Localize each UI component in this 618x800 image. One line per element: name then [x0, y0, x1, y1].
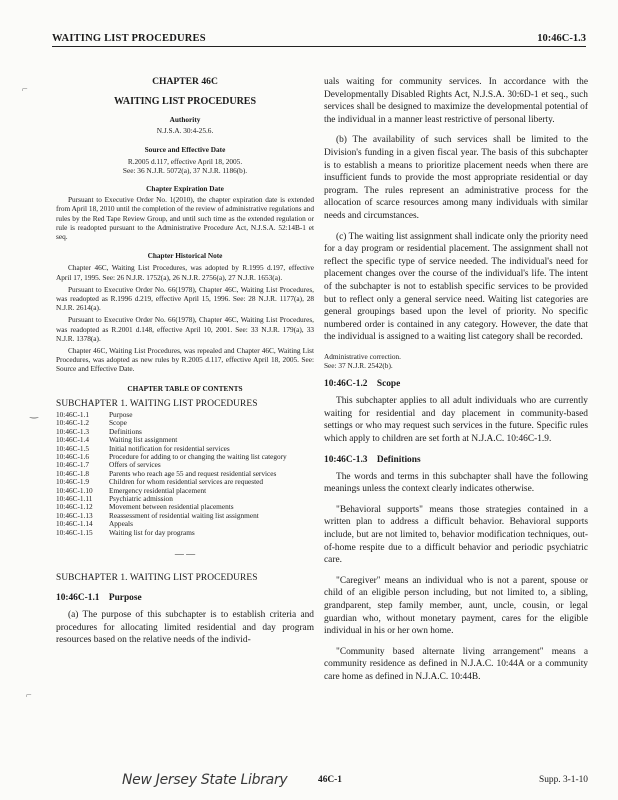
toc-row	[56, 453, 287, 461]
margin-mark: ⌐	[26, 690, 32, 701]
header-title: WAITING LIST PROCEDURES	[52, 33, 206, 44]
left-column	[56, 76, 314, 647]
margin-mark: ‿	[30, 408, 39, 419]
margin-mark: ⌐	[22, 84, 28, 95]
toc-title: Purpose	[109, 409, 133, 419]
chapter-title: WAITING LIST PROCEDURES	[113, 96, 257, 107]
toc-number: 10:46C-1.8	[56, 468, 90, 478]
source-heading: Source and Effective Date	[144, 145, 226, 155]
toc-table	[56, 411, 287, 537]
paragraph: This subchapter applies to all adult individuals who are currently waiting for residential and day placement in community-based settings or who may request such services in the future. Specific rules which apply to children are set forth at N.J.A.C. 10:46C-1.9.	[324, 396, 588, 445]
toc-title: Appeals	[109, 519, 133, 529]
toc-number: 10:46C-1.5	[56, 443, 90, 453]
history-note: Chapter 46C, Waiting List Procedures, was repealed and Chapter 46C, Waiting List Procedures, was adopted as new rules by R.2005 d.117, effective April 18, 2005. See: Source and Effective Date.	[56, 346, 314, 374]
toc-heading: CHAPTER TABLE OF CONTENTS	[127, 383, 243, 393]
toc-title: Movement between residential placements	[109, 502, 234, 512]
paragraph: uals waiting for community services. In accordance with the Developmentally Disabled Rights Act, N.J.S.A. 30:6D-1 et seq., such services shall be designed to maximize the developmental potential of the individual in a manner least restrictive of personal liberty.	[324, 77, 588, 125]
toc-number: 10:46C-1.9	[56, 477, 90, 487]
page-footer	[0, 772, 618, 791]
toc-number: 10:46C-1.6	[56, 451, 90, 461]
library-watermark: New Jersey State Library	[122, 772, 288, 788]
separator: — —	[174, 548, 196, 559]
section-heading: 10:46C-1.3 Definitions	[324, 454, 421, 465]
toc-subchapter: SUBCHAPTER 1. WAITING LIST PROCEDURES	[56, 398, 258, 409]
toc-title: Procedure for adding to or changing the waiting list category	[109, 451, 287, 461]
toc-title: Psychiatric admission	[109, 493, 173, 503]
chapter-number: CHAPTER 46C	[152, 76, 218, 87]
paragraph: (b) The availability of such services shall be limited to the Division's funding in a given fiscal year. The basis of this subchapter is to establish a means to prioritize placement needs when there are insufficient funds to provide the most appropriate residential or day program. The rules represent an administrative process for the allocation of scarce resources among many individuals with similar needs and circumstances.	[324, 135, 588, 221]
toc-number: 10:46C-1.7	[56, 460, 90, 470]
section-heading: 10:46C-1.2 Scope	[324, 379, 401, 390]
toc-title: Scope	[109, 418, 127, 428]
toc-row	[56, 411, 287, 419]
history-note: Chapter 46C, Waiting List Procedures, was adopted by R.1995 d.197, effective April 17, 1995. See: 26 N.J.R. 1752(a), 26 N.J.R. 2756(a), 27 N.J.R. 1653(a).	[56, 263, 314, 282]
toc-title: Waiting list assignment	[109, 435, 178, 445]
definition: "Behavioral supports" means those strategies contained in a written plan to address a difficult behavior. Behavioral supports include, but are not limited to, behavior modification techniques, out-of-home respite due to a difficult behavior and periodic psychiatric care.	[324, 504, 588, 566]
toc-row	[56, 419, 287, 427]
page-number: 46C-1	[318, 775, 342, 785]
toc-number: 10:46C-1.4	[56, 435, 90, 445]
subchapter-heading: SUBCHAPTER 1. WAITING LIST PROCEDURES	[56, 572, 258, 583]
expiration-text: Pursuant to Executive Order No. 1(2010), the chapter expiration date is extended from April 18, 2010 until the completion of the review of administrative regulations and rules by the Red Tape Review Group, and until such time as the extended regulation or rule is readopted pursuant to the Administrative Procedure Act, N.J.S.A. 52:14B-1 et seq.	[56, 195, 314, 242]
toc-title: Parents who reach age 55 and request residential services	[109, 468, 277, 478]
authority-text: N.J.S.A. 30:4-25.6.	[156, 126, 214, 136]
toc-title: Offers of services	[109, 460, 161, 470]
supplement-date: Supp. 3-1-10	[539, 775, 588, 785]
running-header	[52, 32, 586, 47]
header-section: 10:46C-1.3	[537, 33, 586, 44]
toc-number: 10:46C-1.13	[56, 510, 93, 520]
toc-title: Reassessment of residential waiting list assignment	[109, 510, 259, 520]
admin-note: See: 37 N.J.R. 2542(b).	[324, 361, 393, 371]
toc-number: 10:46C-1.10	[56, 485, 93, 495]
history-note: Pursuant to Executive Order No. 66(1978), Chapter 46C, Waiting List Procedures, was readopted as R.1996 d.219, effective April 15, 1996. See: 28 N.J.R. 1177(a), 28 N.J.R. 2614(a).	[56, 284, 314, 313]
definition: "Caregiver" means an individual who is not a parent, spouse or child of an eligible person including, but not limited to, a sibling, grandparent, step family member, aunt, uncle, cousin, or legal guardian who, without monetary payment, cares for the eligible individual in his or her own home.	[324, 575, 588, 637]
toc-number: 10:46C-1.14	[56, 519, 93, 529]
right-column	[324, 76, 588, 684]
authority-heading: Authority	[169, 115, 201, 124]
toc-number: 10:46C-1.15	[56, 527, 93, 537]
paragraph: (c) The waiting list assignment shall indicate only the priority need for a day program or residential placement. The assignment shall not reflect the specific type of service needed. The individual's need for placement changes over the course of the individual's life. The intent of the subchapter is not to establish specific services to be provided but to reflect only a general service need. Waiting list categories are general groupings based upon the level of priority. No specific numbered order is contained in any category. However, the date that the individual is assigned to a waiting list category shall be recorded.	[324, 231, 588, 343]
paragraph: The words and terms in this subchapter shall have the following meanings unless the context clearly indicates otherwise.	[324, 471, 588, 495]
toc-number: 10:46C-1.1	[56, 409, 90, 419]
toc-title: Children for whom residential services are requested	[109, 477, 263, 487]
toc-title: Waiting list for day programs	[109, 527, 195, 537]
expiration-heading: Chapter Expiration Date	[146, 184, 224, 194]
admin-note: Administrative correction.	[324, 351, 401, 361]
source-text: R.2005 d.117, effective April 18, 2005.	[127, 156, 243, 166]
definition: "Community based alternate living arrangement" means a community residence as defined in N.J.A.C. 10:44A or a community care home as defined in N.J.A.C. 10:44B.	[324, 646, 588, 682]
toc-number: 10:46C-1.2	[56, 418, 90, 428]
history-note: Pursuant to Executive Order No. 66(1978), Chapter 46C, Waiting List Procedures, was readopted as R.2001 d.148, effective April 10, 2001. See: 33 N.J.R. 179(a), 33 N.J.R. 1378(a).	[56, 315, 314, 343]
toc-number: 10:46C-1.12	[56, 502, 93, 512]
paragraph: (a) The purpose of this subchapter is to establish criteria and procedures for allocating limited residential and day program resources based on the relative needs of the individ-	[56, 609, 314, 646]
toc-row	[56, 529, 287, 537]
section-heading: 10:46C-1.1 Purpose	[56, 592, 142, 603]
source-text: See: 36 N.J.R. 5072(a), 37 N.J.R. 1186(b).	[122, 165, 248, 175]
toc-number: 10:46C-1.3	[56, 426, 90, 436]
history-heading: Chapter Historical Note	[147, 251, 223, 261]
toc-number: 10:46C-1.11	[56, 493, 93, 503]
toc-title: Emergency residential placement	[109, 485, 207, 495]
toc-title: Initial notification for residential services	[109, 443, 230, 453]
toc-title: Definitions	[109, 426, 142, 436]
